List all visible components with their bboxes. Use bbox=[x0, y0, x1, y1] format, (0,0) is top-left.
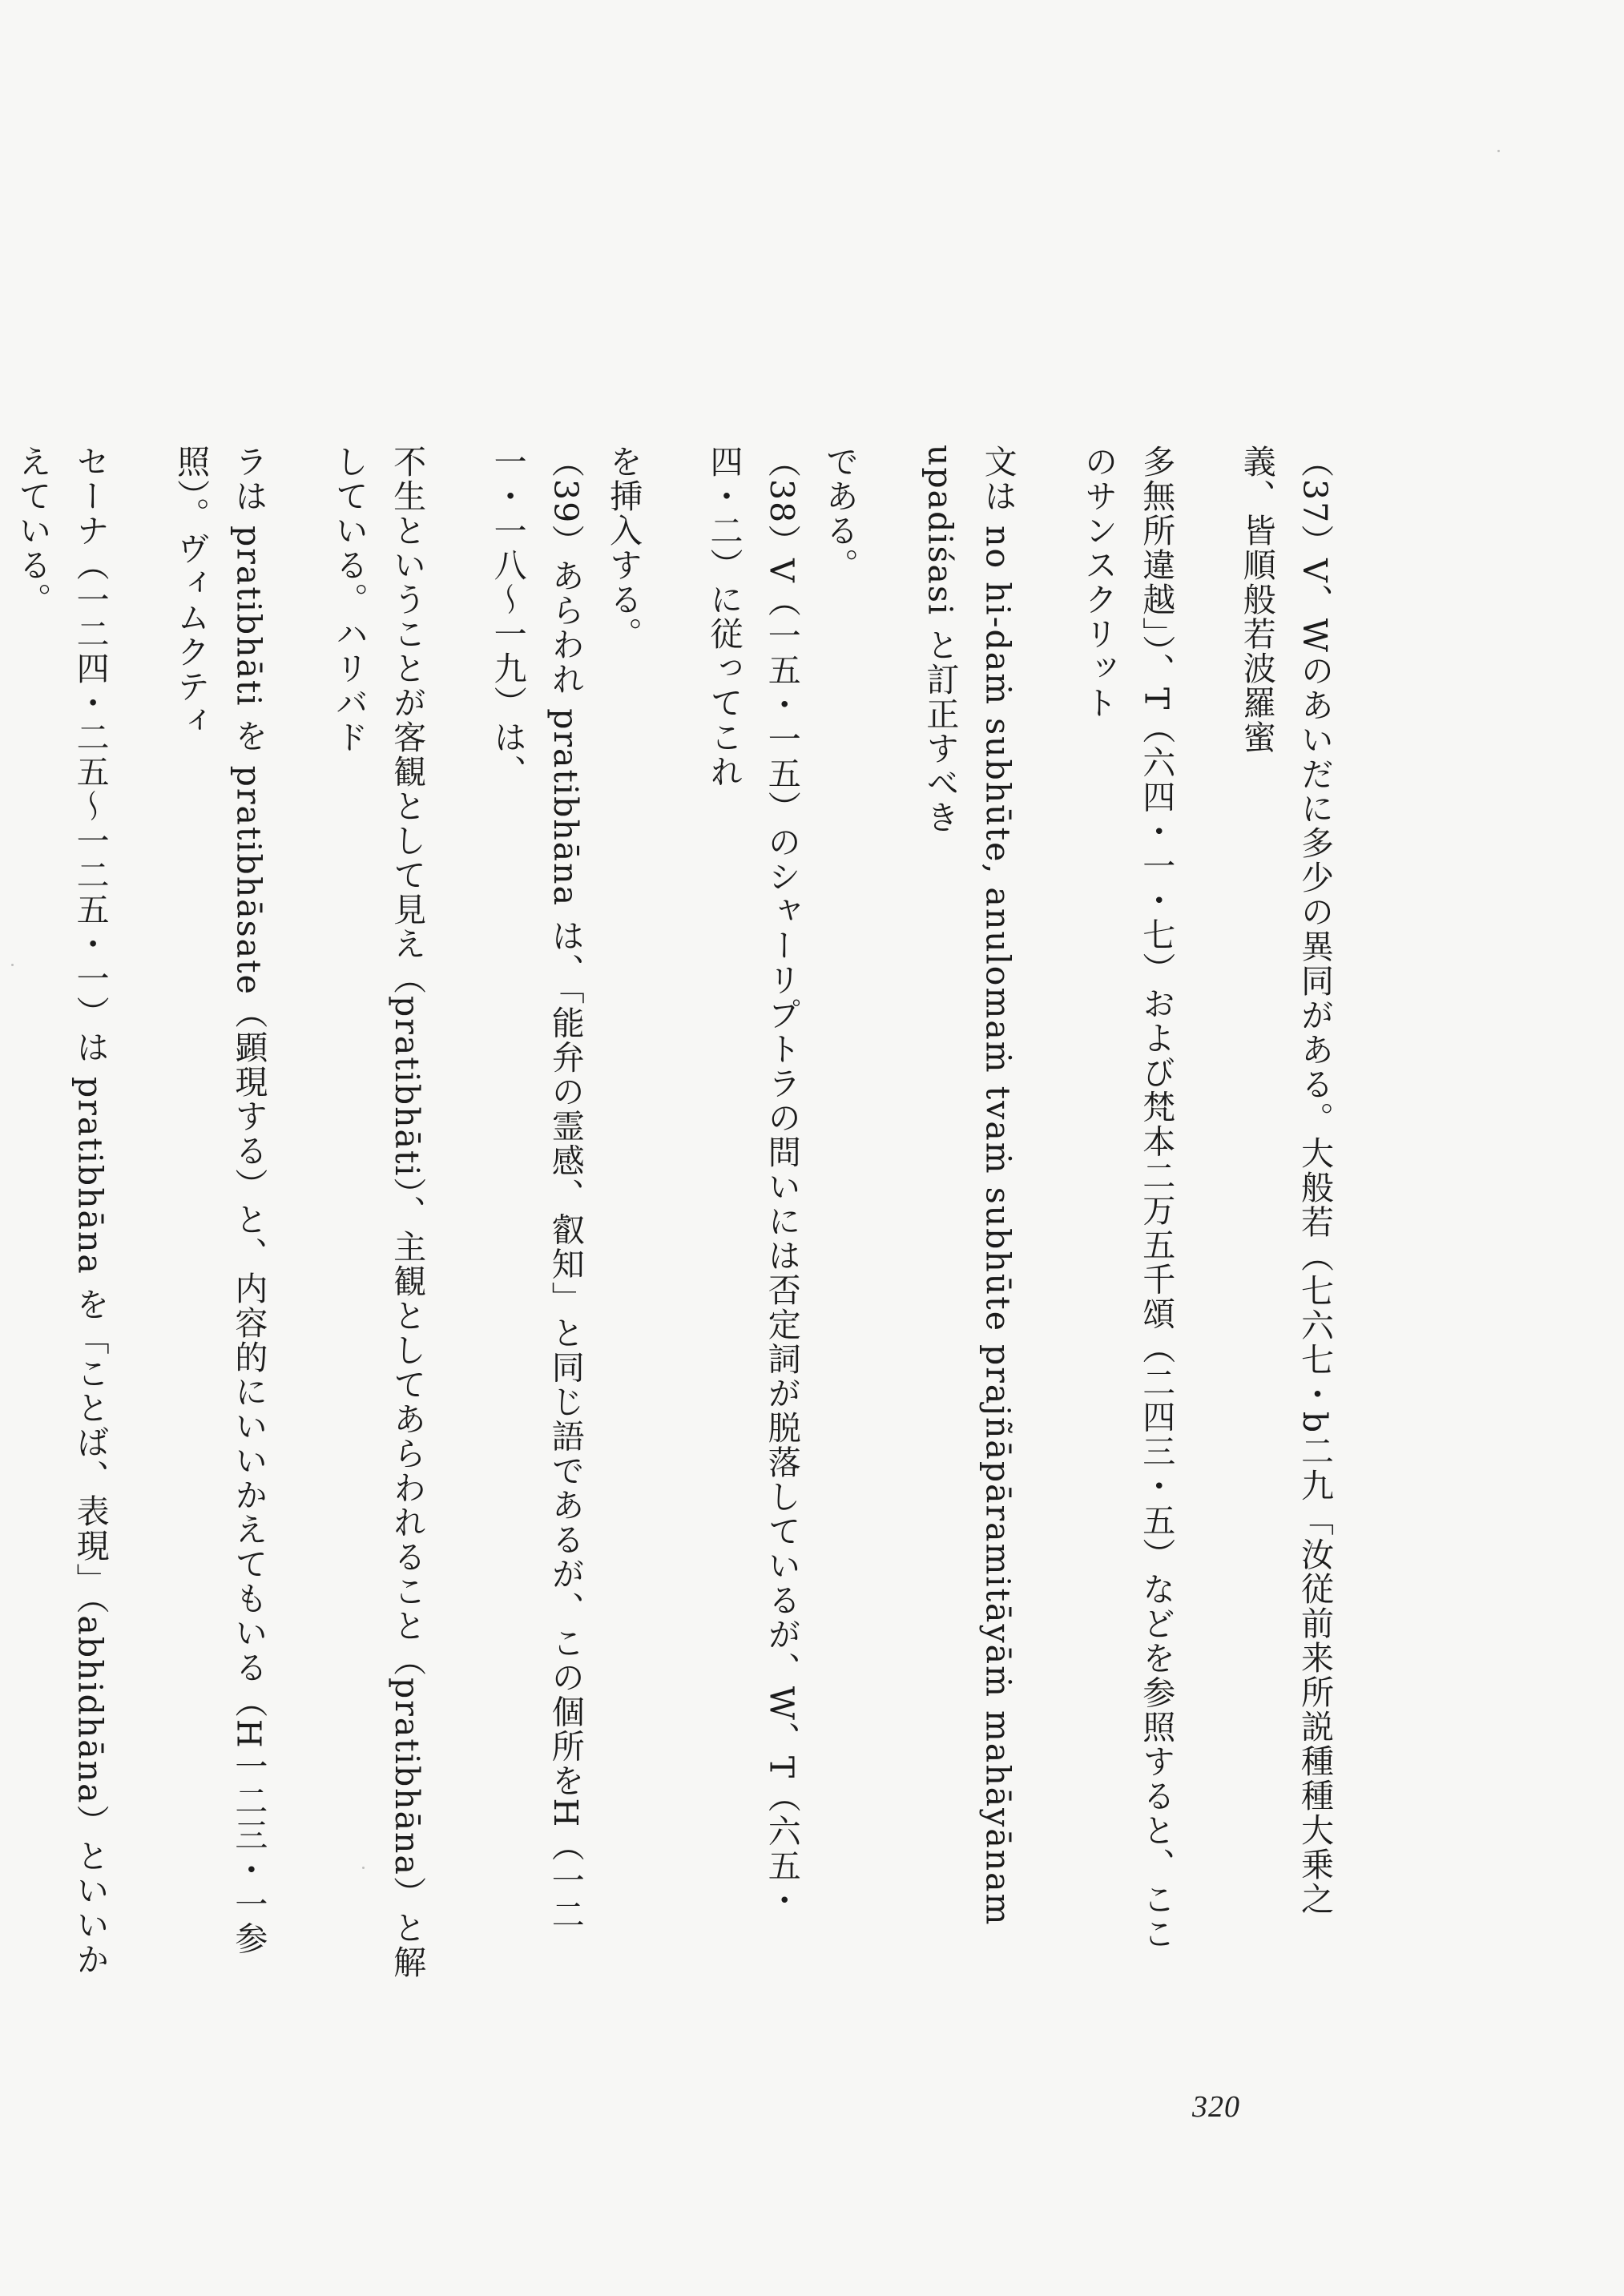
text-line: 不生ということが客観として見え（pratibhāti）、主観としてあらわれること（pratibhāna）と解している。ハリバド bbox=[329, 445, 427, 1980]
text-line: （37）V、Wのあいだに多少の異同がある。大般若（七六七・b二九「汝従前来所説種種大乗之義、皆順般若波羅蜜 bbox=[1237, 445, 1334, 1917]
text-line: （39）あらわれ pratibhāna は、「能弁の霊感、叡知」と同じ語であるが、この個所をH（一二一・一八〜一九）は、 bbox=[488, 445, 585, 1932]
text-line bbox=[0, 445, 3, 1983]
note-39 bbox=[3, 445, 594, 1983]
text-line: セーナ（一二四・二五〜一二五・一）は pratibhāna を「ことば、表現」（abhidhāna）といいかえている。 bbox=[13, 445, 110, 1977]
page-number: 320 bbox=[1192, 2090, 1240, 2124]
scan-speck bbox=[362, 1867, 365, 1869]
note-40 bbox=[0, 445, 3, 1983]
footnotes-body bbox=[0, 445, 1344, 1983]
note-38 bbox=[594, 445, 811, 1983]
scan-speck bbox=[11, 964, 14, 966]
note-37 bbox=[811, 445, 1344, 1983]
text-line: 多無所違越」）、T（六四・一・七）および梵本二万五千頌（二四三・五）などを参照すると、ここのサンスクリット bbox=[1079, 445, 1176, 1952]
text-line: （38）V（一五・一五）のシャーリプトラの問いには否定詞が脱落しているが、W、T（六五・四・二）に従ってこれ bbox=[704, 445, 801, 1918]
text-line: ラは pratibhāti を pratibhāsate（顕現する）と、内容的にいいかえてもいる（H一二三・一参照）。ヴィムクティ bbox=[171, 445, 268, 1956]
text-line: 文は no hi-daṁ subhūte, anulomaṁ tvaṁ subhūte prajñāpāramitāyāṁ mahāyānam upadiśasi と訂正すべき bbox=[921, 445, 1018, 1927]
text-line: である。 bbox=[820, 445, 859, 582]
scan-speck bbox=[1497, 150, 1500, 152]
text-line: を挿入する。 bbox=[603, 445, 643, 651]
